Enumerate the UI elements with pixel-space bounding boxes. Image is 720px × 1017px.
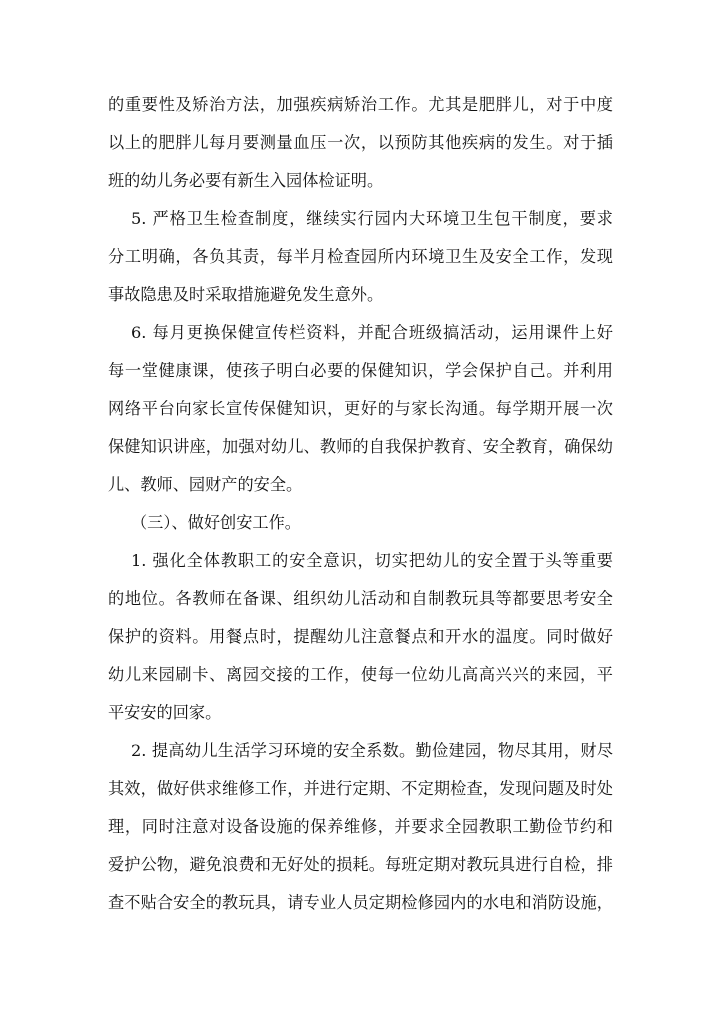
text-line: 的地位。各教师在备课、组织幼儿活动和自制教玩具等都要思考安全 bbox=[108, 589, 613, 608]
paragraph-first-line: 1. 强化全体教职工的安全意识，切实把幼儿的安全置于头等重要 bbox=[131, 551, 613, 570]
text-line: 平安安的回家。 bbox=[108, 703, 222, 722]
text-line: 保健知识讲座，加强对幼儿、教师的自我保护教育、安全教育，确保幼 bbox=[108, 437, 613, 456]
text-line: 的重要性及矫治方法，加强疾病矫治工作。尤其是肥胖儿，对于中度 bbox=[108, 95, 613, 114]
paragraph-first-line: 6. 每月更换保健宣传栏资料，并配合班级搞活动，运用课件上好 bbox=[131, 323, 613, 342]
text-line: 网络平台向家长宣传保健知识，更好的与家长沟通。每学期开展一次 bbox=[108, 399, 613, 418]
text-line: 保护的资料。用餐点时，提醒幼儿注意餐点和开水的温度。同时做好 bbox=[108, 627, 613, 646]
text-line: 事故隐患及时采取措施避免发生意外。 bbox=[108, 285, 384, 304]
section-heading: （三）、做好创安工作。 bbox=[131, 513, 301, 532]
text-line: 查不贴合安全的教玩具，请专业人员定期检修园内的水电和消防设施， bbox=[108, 893, 613, 912]
text-line: 分工明确，各负其责，每半月检查园所内环境卫生及安全工作，发现 bbox=[108, 247, 613, 266]
text-line: 爱护公物，避免浪费和无好处的损耗。每班定期对教玩具进行自检，排 bbox=[108, 855, 613, 874]
text-line: 幼儿来园刷卡、离园交接的工作，使每一位幼儿高高兴兴的来园，平 bbox=[108, 665, 613, 684]
text-line: 以上的肥胖儿每月要测量血压一次，以预防其他疾病的发生。对于插 bbox=[108, 133, 613, 152]
text-line: 儿、教师、园财产的安全。 bbox=[108, 475, 303, 494]
text-line: 每一堂健康课，使孩子明白必要的保健知识，学会保护自己。并利用 bbox=[108, 361, 613, 380]
text-line: 理，同时注意对设备设施的保养维修，并要求全园教职工勤俭节约和 bbox=[108, 817, 613, 836]
paragraph-first-line: 5. 严格卫生检查制度，继续实行园内大环境卫生包干制度，要求 bbox=[131, 209, 613, 228]
paragraph-first-line: 2. 提高幼儿生活学习环境的安全系数。勤俭建园，物尽其用，财尽 bbox=[131, 741, 613, 760]
text-line: 班的幼儿务必要有新生入园体检证明。 bbox=[108, 171, 384, 190]
text-line: 其效，做好供求维修工作，并进行定期、不定期检查，发现问题及时处 bbox=[108, 779, 613, 798]
